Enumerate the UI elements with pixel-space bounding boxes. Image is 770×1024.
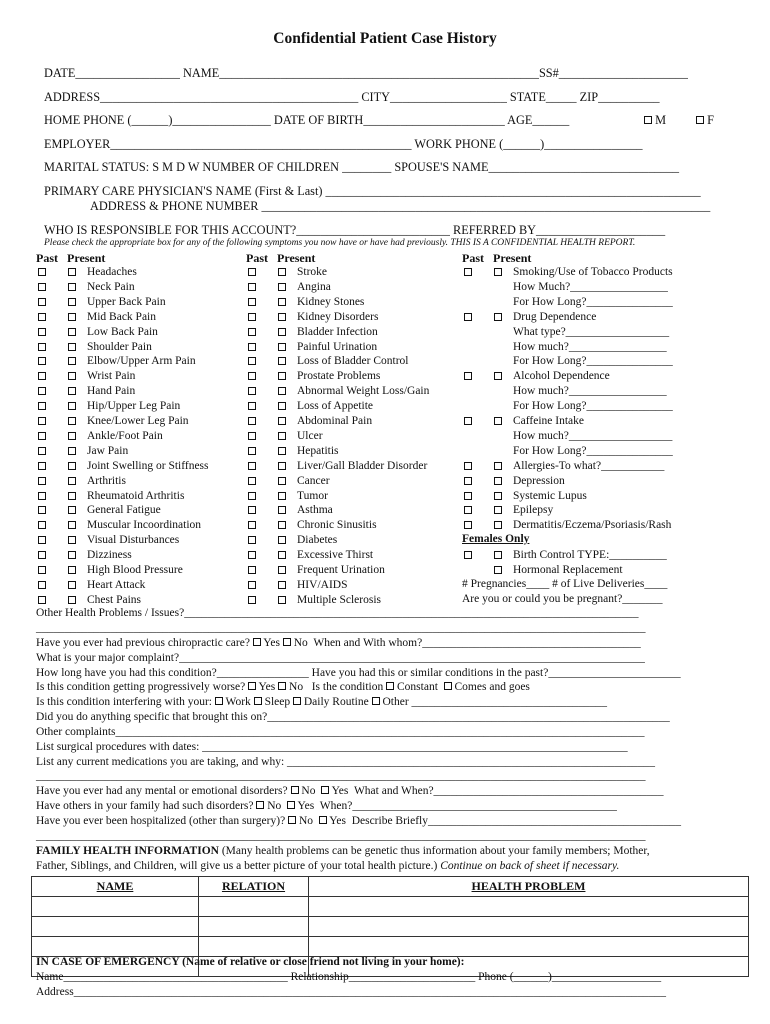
present-checkbox[interactable] xyxy=(68,447,76,455)
other-line[interactable]: __________________________________ xyxy=(411,696,608,708)
family-question: Have others in your family had such disorders? xyxy=(36,800,254,812)
surgical-line[interactable]: List surgical procedures with dates: __________________________________________________________________________ xyxy=(36,741,628,753)
present-header: Present xyxy=(67,251,106,265)
past-checkbox[interactable] xyxy=(38,506,46,514)
daily-routine-checkbox[interactable] xyxy=(293,697,301,705)
past-checkbox[interactable] xyxy=(248,551,256,559)
symptom-label: Loss of Bladder Control xyxy=(297,355,409,368)
symptom-label: Liver/Gall Bladder Disorder xyxy=(297,459,428,472)
past-checkbox[interactable] xyxy=(38,492,46,500)
past-checkbox[interactable] xyxy=(248,357,256,365)
symptom-label: Kidney Stones xyxy=(297,295,365,308)
symptom-label: Visual Disturbances xyxy=(87,534,180,547)
symptom-label: Tumor xyxy=(297,489,328,502)
present-checkbox[interactable] xyxy=(278,328,286,336)
health-problem-cell[interactable] xyxy=(309,917,749,937)
yes-checkbox[interactable] xyxy=(253,638,261,646)
past-checkbox[interactable] xyxy=(248,343,256,351)
pregnant-line[interactable]: Are you or could you be pregnant?_______ xyxy=(462,593,663,605)
symptom-label: Heart Attack xyxy=(87,578,146,591)
birth-control-label: Birth Control TYPE:__________ xyxy=(513,549,667,561)
present-checkbox[interactable] xyxy=(278,313,286,321)
past-checkbox[interactable] xyxy=(248,402,256,410)
symptom-label: Wrist Pain xyxy=(87,370,136,383)
present-checkbox[interactable] xyxy=(68,477,76,485)
past-checkbox[interactable] xyxy=(38,343,46,351)
symptom-label: For How Long?_______________ xyxy=(513,400,673,413)
symptom-label: Chest Pains xyxy=(87,593,141,606)
symptom-label: For How Long?_______________ xyxy=(513,355,673,368)
present-checkbox[interactable] xyxy=(494,268,502,276)
symptom-label: General Fatigue xyxy=(87,504,161,517)
past-checkbox[interactable] xyxy=(248,268,256,276)
past-checkbox[interactable] xyxy=(248,313,256,321)
present-checkbox[interactable] xyxy=(278,596,286,604)
describe-line[interactable]: Describe Briefly____________________________________________ xyxy=(351,815,682,827)
symptom-label: Knee/Lower Leg Pain xyxy=(87,415,189,427)
yes-label: Yes xyxy=(297,800,315,812)
symptom-label: Asthma xyxy=(297,504,333,517)
symptom-label: Chronic Sinusitis xyxy=(297,519,377,532)
past-checkbox[interactable] xyxy=(248,492,256,500)
symptom-label: Dizziness xyxy=(87,549,132,562)
present-checkbox[interactable] xyxy=(68,566,76,574)
present-checkbox[interactable] xyxy=(278,581,286,589)
past-checkbox[interactable] xyxy=(38,313,46,321)
present-checkbox[interactable] xyxy=(278,432,286,440)
other-health-line[interactable]: Other Health Problems / Issues?_______________________________________________________________________________ xyxy=(36,607,639,619)
family-info-line-1 xyxy=(36,845,650,857)
relation-cell[interactable] xyxy=(199,897,309,917)
present-checkbox[interactable] xyxy=(68,492,76,500)
symptom-label: Hepatitis xyxy=(297,444,339,457)
past-checkbox[interactable] xyxy=(464,521,472,529)
present-checkbox[interactable] xyxy=(278,536,286,544)
mental-what-line[interactable]: What and When?________________________________________ xyxy=(353,785,664,797)
present-checkbox[interactable] xyxy=(278,372,286,380)
family-when-line[interactable]: When?______________________________________________ xyxy=(319,800,617,812)
symptom-label: Elbow/Upper Arm Pain xyxy=(87,355,196,368)
relation-column-header: RELATION xyxy=(199,877,309,897)
chiropractic-when-line[interactable]: When and With whom?______________________________________ xyxy=(313,637,641,649)
past-checkbox[interactable] xyxy=(38,596,46,604)
emergency-heading: IN CASE OF EMERGENCY (Name of relative or close friend not living in your home): xyxy=(36,956,465,968)
past-checkbox[interactable] xyxy=(464,506,472,514)
other-label: Other xyxy=(382,696,409,708)
past-checkbox[interactable] xyxy=(38,566,46,574)
symptom-label: Prostate Problems xyxy=(297,370,381,383)
symptom-label: How Much?_________________ xyxy=(513,280,668,293)
symptom-label: Angina xyxy=(297,280,331,293)
past-checkbox[interactable] xyxy=(464,551,472,559)
female-label: F xyxy=(707,113,714,127)
worse-question: Is this condition getting progressively worse? xyxy=(36,681,246,693)
present-checkbox[interactable] xyxy=(278,298,286,306)
constant-checkbox[interactable] xyxy=(386,682,394,690)
no-label: No xyxy=(301,785,316,797)
symptom-label: Multiple Sclerosis xyxy=(297,593,382,606)
health-problem-cell[interactable] xyxy=(309,937,749,957)
symptom-label: Dermatitis/Eczema/Psoriasis/Rash xyxy=(513,519,672,532)
mental-question: Have you ever had any mental or emotional disorders? xyxy=(36,785,288,797)
symptom-label: Muscular Incoordination xyxy=(87,519,202,532)
past-checkbox[interactable] xyxy=(38,268,46,276)
symptom-label: Systemic Lupus xyxy=(513,489,587,502)
address-line[interactable]: ADDRESS__________________________________________ CITY___________________ STATE_____ ZIP__________ xyxy=(44,90,660,104)
present-checkbox[interactable] xyxy=(68,506,76,514)
constant-label: Constant xyxy=(397,681,438,693)
health-problem-cell[interactable] xyxy=(309,897,749,917)
symptom-label: Caffeine Intake xyxy=(513,415,584,427)
physician-line[interactable]: PRIMARY CARE PHYSICIAN'S NAME (First & Last) _____________________________________________________________ xyxy=(44,184,701,198)
past-checkbox[interactable] xyxy=(248,477,256,485)
yes-label: Yes xyxy=(263,637,280,649)
past-checkbox[interactable] xyxy=(464,462,472,470)
present-checkbox[interactable] xyxy=(68,432,76,440)
relation-cell[interactable] xyxy=(199,917,309,937)
interfering-question: Is this condition interfering with your: xyxy=(36,696,212,708)
present-checkbox[interactable] xyxy=(278,357,286,365)
yes-checkbox[interactable] xyxy=(321,786,329,794)
symptom-label: Mid Back Pain xyxy=(87,310,156,323)
past-checkbox[interactable] xyxy=(38,298,46,306)
symptom-label: Ankle/Foot Pain xyxy=(87,429,163,442)
present-checkbox[interactable] xyxy=(494,566,502,574)
present-checkbox[interactable] xyxy=(278,462,286,470)
sex-male xyxy=(644,113,666,128)
no-label: No xyxy=(298,815,313,827)
present-checkbox[interactable] xyxy=(494,477,502,485)
no-checkbox[interactable] xyxy=(278,682,286,690)
no-label: No xyxy=(289,681,304,693)
past-checkbox[interactable] xyxy=(248,596,256,604)
symptom-label: Loss of Appetite xyxy=(297,400,374,413)
past-checkbox[interactable] xyxy=(248,328,256,336)
symptom-label: How much?__________________ xyxy=(513,429,673,442)
blank-line[interactable]: __________________________________________________________________________________________________________ xyxy=(36,770,646,782)
symptom-label: Drug Dependence xyxy=(513,310,597,323)
past-checkbox[interactable] xyxy=(38,402,46,410)
present-checkbox[interactable] xyxy=(68,402,76,410)
symptom-label: HIV/AIDS xyxy=(297,578,348,591)
emergency-name-line[interactable]: Name_______________________________________ Relationship______________________ Phone (______)___________________ xyxy=(36,971,662,983)
no-label: No xyxy=(267,800,282,812)
male-checkbox[interactable] xyxy=(644,116,652,124)
symptom-label: Alcohol Dependence xyxy=(513,370,610,383)
physician-address-line[interactable]: ADDRESS & PHONE NUMBER _________________________________________________________________________ xyxy=(90,199,711,213)
present-checkbox[interactable] xyxy=(278,566,286,574)
past-checkbox[interactable] xyxy=(38,387,46,395)
mental-row xyxy=(36,785,664,797)
past-checkbox[interactable] xyxy=(248,417,256,425)
symptom-label: Excessive Thirst xyxy=(297,549,374,562)
past-checkbox[interactable] xyxy=(38,536,46,544)
no-checkbox[interactable] xyxy=(256,801,264,809)
comes-goes-label: Comes and goes xyxy=(454,681,530,693)
chiropractic-question: Have you ever had previous chiropractic care? xyxy=(36,637,250,649)
present-checkbox[interactable] xyxy=(278,551,286,559)
present-checkbox[interactable] xyxy=(68,357,76,365)
symptom-label: Hand Pain xyxy=(87,385,136,398)
past-checkbox[interactable] xyxy=(248,566,256,574)
yes-checkbox[interactable] xyxy=(319,816,327,824)
interfering-row xyxy=(36,696,607,708)
how-long-line[interactable]: How long have you had this condition?________________ Have you had this or similar conditions in the past?_______________________ xyxy=(36,667,681,679)
home-phone-dob-age-line[interactable]: HOME PHONE (______)________________ DATE OF BIRTH_______________________ AGE______ xyxy=(44,113,570,127)
other-complaints-line[interactable]: Other complaints____________________________________________________________________________________________ xyxy=(36,726,645,738)
past-header: Past xyxy=(462,251,484,265)
symptom-label: Depression xyxy=(513,474,565,487)
symptom-label: Diabetes xyxy=(297,534,338,547)
symptom-instructions: Please check the appropriate box for any of the following symptoms you now have or have had previously. THIS IS A CONFIDENTIAL HEALTH REPORT. xyxy=(44,238,636,248)
yes-label: Yes xyxy=(329,815,346,827)
no-checkbox[interactable] xyxy=(288,816,296,824)
symptom-label: For How Long?_______________ xyxy=(513,295,673,308)
past-checkbox[interactable] xyxy=(248,298,256,306)
symptom-label: Epilepsy xyxy=(513,504,554,517)
present-checkbox[interactable] xyxy=(278,283,286,291)
blank-line[interactable]: __________________________________________________________________________________________________________ xyxy=(36,622,646,634)
past-checkbox[interactable] xyxy=(248,462,256,470)
past-header: Past xyxy=(246,251,268,265)
present-checkbox[interactable] xyxy=(278,477,286,485)
blank-line[interactable]: __________________________________________________________________________________________________________ xyxy=(36,830,646,842)
pregnancies-line[interactable]: # Pregnancies____ # of Live Deliveries____ xyxy=(462,578,668,590)
past-checkbox[interactable] xyxy=(248,283,256,291)
symptom-label: How much?_________________ xyxy=(513,340,667,353)
past-checkbox[interactable] xyxy=(248,521,256,529)
symptom-label: Cancer xyxy=(297,474,330,487)
present-checkbox[interactable] xyxy=(494,506,502,514)
symptom-label: Smoking/Use of Tobacco Products xyxy=(513,266,673,278)
present-checkbox[interactable] xyxy=(278,402,286,410)
past-checkbox[interactable] xyxy=(248,387,256,395)
work-checkbox[interactable] xyxy=(215,697,223,705)
symptom-label: Neck Pain xyxy=(87,280,135,293)
past-checkbox[interactable] xyxy=(464,492,472,500)
work-label: Work xyxy=(225,696,251,708)
hospitalized-row xyxy=(36,815,681,827)
past-checkbox[interactable] xyxy=(38,283,46,291)
major-complaint-line[interactable]: What is your major complaint?_________________________________________________________________________________ xyxy=(36,652,645,664)
present-checkbox[interactable] xyxy=(68,551,76,559)
present-checkbox[interactable] xyxy=(68,372,76,380)
symptom-label: What type?__________________ xyxy=(513,325,670,338)
present-checkbox[interactable] xyxy=(494,372,502,380)
present-checkbox[interactable] xyxy=(68,417,76,425)
date-name-ss-line[interactable]: DATE_________________ NAME____________________________________________________SS#_____________________ xyxy=(44,66,688,80)
past-checkbox[interactable] xyxy=(38,477,46,485)
present-checkbox[interactable] xyxy=(68,387,76,395)
yes-label: Yes xyxy=(258,681,276,693)
present-checkbox[interactable] xyxy=(68,268,76,276)
daily-routine-label: Daily Routine xyxy=(303,696,369,708)
symptom-label: Abnormal Weight Loss/Gain xyxy=(297,385,430,398)
past-checkbox[interactable] xyxy=(248,432,256,440)
symptom-label: For How Long?_______________ xyxy=(513,444,673,457)
hospitalized-question: Have you ever been hospitalized (other than surgery)? xyxy=(36,815,286,827)
no-checkbox[interactable] xyxy=(291,786,299,794)
progressive-row xyxy=(36,681,530,693)
present-checkbox[interactable] xyxy=(278,417,286,425)
present-checkbox[interactable] xyxy=(68,313,76,321)
past-checkbox[interactable] xyxy=(464,313,472,321)
chiropractic-row xyxy=(36,637,641,649)
present-checkbox[interactable] xyxy=(68,521,76,529)
past-checkbox[interactable] xyxy=(248,372,256,380)
sleep-checkbox[interactable] xyxy=(254,697,262,705)
table-row xyxy=(32,897,749,917)
symptom-label: Allergies-To what?___________ xyxy=(513,459,665,472)
present-checkbox[interactable] xyxy=(68,298,76,306)
present-checkbox[interactable] xyxy=(278,506,286,514)
present-checkbox[interactable] xyxy=(278,343,286,351)
present-checkbox[interactable] xyxy=(68,536,76,544)
present-checkbox[interactable] xyxy=(278,447,286,455)
male-label: M xyxy=(655,113,667,127)
table-header-row xyxy=(32,877,749,897)
table-row xyxy=(32,917,749,937)
marital-status-line[interactable]: MARITAL STATUS: S M D W NUMBER OF CHILDREN ________ SPOUSE'S NAME_______________________________ xyxy=(44,160,680,174)
past-checkbox[interactable] xyxy=(248,447,256,455)
sex-female xyxy=(696,113,714,128)
past-checkbox[interactable] xyxy=(38,447,46,455)
present-checkbox[interactable] xyxy=(68,283,76,291)
family-info-text: (Many health problems can be genetic thus information about your family members; Mother, xyxy=(218,845,650,857)
present-checkbox[interactable] xyxy=(494,521,502,529)
symptom-label: High Blood Pressure xyxy=(87,564,183,576)
hormonal-label: Hormonal Replacement xyxy=(513,564,623,576)
present-checkbox[interactable] xyxy=(278,521,286,529)
other-checkbox[interactable] xyxy=(372,697,380,705)
present-checkbox[interactable] xyxy=(68,596,76,604)
responsible-line[interactable]: WHO IS RESPONSIBLE FOR THIS ACCOUNT?_________________________ REFERRED BY_____________________ xyxy=(44,223,666,237)
past-checkbox[interactable] xyxy=(38,462,46,470)
name-cell[interactable] xyxy=(32,937,199,957)
symptom-label: Rheumatoid Arthritis xyxy=(87,489,185,502)
past-checkbox[interactable] xyxy=(464,268,472,276)
health-problem-column-header: HEALTH PROBLEM xyxy=(309,877,749,897)
past-checkbox[interactable] xyxy=(38,328,46,336)
past-header: Past xyxy=(36,251,58,265)
comes-goes-checkbox[interactable] xyxy=(444,682,452,690)
family-info-heading: FAMILY HEALTH INFORMATION xyxy=(36,845,219,857)
family-disorders-row xyxy=(36,800,617,812)
present-checkbox[interactable] xyxy=(68,581,76,589)
symptom-label: Jaw Pain xyxy=(87,444,129,457)
present-checkbox[interactable] xyxy=(494,462,502,470)
name-column-header: NAME xyxy=(32,877,199,897)
present-checkbox[interactable] xyxy=(278,268,286,276)
symptom-label: Bladder Infection xyxy=(297,325,378,338)
present-checkbox[interactable] xyxy=(278,492,286,500)
table-row xyxy=(32,937,749,957)
present-header: Present xyxy=(493,251,532,265)
present-checkbox[interactable] xyxy=(68,462,76,470)
past-checkbox[interactable] xyxy=(248,581,256,589)
name-cell[interactable] xyxy=(32,917,199,937)
family-info-line-2 xyxy=(36,860,619,872)
past-checkbox[interactable] xyxy=(38,417,46,425)
present-checkbox[interactable] xyxy=(494,551,502,559)
past-checkbox[interactable] xyxy=(38,432,46,440)
symptom-label: Kidney Disorders xyxy=(297,310,379,323)
present-checkbox[interactable] xyxy=(68,343,76,351)
present-checkbox[interactable] xyxy=(494,492,502,500)
symptom-label: Stroke xyxy=(297,266,328,278)
past-checkbox[interactable] xyxy=(464,372,472,380)
symptom-label: Headaches xyxy=(87,266,137,278)
past-checkbox[interactable] xyxy=(38,372,46,380)
symptom-label: Joint Swelling or Stiffness xyxy=(87,459,209,472)
present-checkbox[interactable] xyxy=(494,313,502,321)
condition-is-label: Is the condition xyxy=(311,681,384,693)
symptom-label: Shoulder Pain xyxy=(87,340,152,353)
specific-cause-line[interactable]: Did you do anything specific that brought this on?______________________________________________________________________ xyxy=(36,711,670,723)
continue-note: Continue on back of sheet if necessary. xyxy=(440,860,620,872)
symptom-label: How much?_________________ xyxy=(513,385,667,398)
symptom-label: Abdominal Pain xyxy=(297,415,373,427)
medications-line[interactable]: List any current medications you are taking, and why: ________________________________________________________________ xyxy=(36,756,656,768)
past-checkbox[interactable] xyxy=(248,506,256,514)
yes-checkbox[interactable] xyxy=(248,682,256,690)
past-checkbox[interactable] xyxy=(464,417,472,425)
present-header: Present xyxy=(277,251,316,265)
past-checkbox[interactable] xyxy=(38,581,46,589)
past-checkbox[interactable] xyxy=(38,551,46,559)
family-info-text: Father, Siblings, and Children, will give us a better picture of your total health picture.) xyxy=(36,860,438,872)
symptom-label: Ulcer xyxy=(297,429,323,442)
emergency-address-line[interactable]: Address_______________________________________________________________________________________________________ xyxy=(36,986,666,998)
no-checkbox[interactable] xyxy=(283,638,291,646)
yes-label: Yes xyxy=(331,785,349,797)
present-checkbox[interactable] xyxy=(494,417,502,425)
symptom-label: Painful Urination xyxy=(297,340,378,353)
symptom-label: Low Back Pain xyxy=(87,325,158,338)
no-label: No xyxy=(293,637,308,649)
past-checkbox[interactable] xyxy=(38,521,46,529)
symptom-label: Arthritis xyxy=(87,474,126,487)
present-checkbox[interactable] xyxy=(68,328,76,336)
page-title: Confidential Patient Case History xyxy=(273,30,497,47)
yes-checkbox[interactable] xyxy=(287,801,295,809)
present-checkbox[interactable] xyxy=(278,387,286,395)
relation-cell[interactable] xyxy=(199,937,309,957)
symptom-label: Upper Back Pain xyxy=(87,295,166,308)
employer-line[interactable]: EMPLOYER_________________________________________________ WORK PHONE (______)________________ xyxy=(44,137,643,151)
symptom-label: Frequent Urination xyxy=(297,564,385,576)
past-checkbox[interactable] xyxy=(248,536,256,544)
symptom-label: Hip/Upper Leg Pain xyxy=(87,400,181,413)
past-checkbox[interactable] xyxy=(38,357,46,365)
sleep-label: Sleep xyxy=(264,696,291,708)
name-cell[interactable] xyxy=(32,897,199,917)
females-only-heading: Females Only xyxy=(462,533,530,545)
female-checkbox[interactable] xyxy=(696,116,704,124)
past-checkbox[interactable] xyxy=(464,477,472,485)
